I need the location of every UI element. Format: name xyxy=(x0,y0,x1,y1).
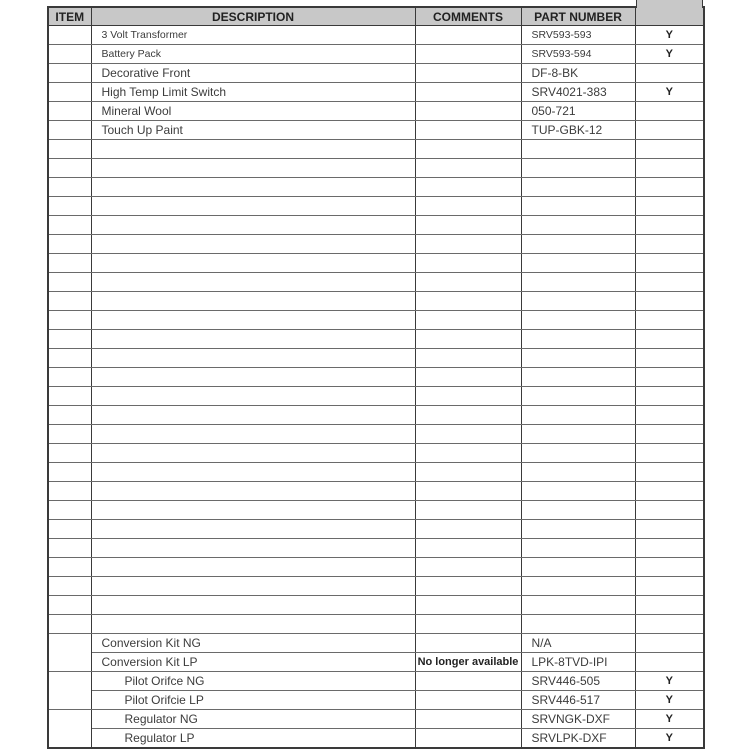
comments-cell xyxy=(415,520,521,539)
item-cell xyxy=(48,710,91,729)
part-number-cell: SRV593-594 xyxy=(521,45,635,64)
item-cell xyxy=(48,235,91,254)
comments-cell xyxy=(415,159,521,178)
header-depot-cut-text xyxy=(636,0,704,8)
depot-cell xyxy=(635,235,704,254)
part-number-cell xyxy=(521,292,635,311)
item-cell xyxy=(48,425,91,444)
part-number-cell xyxy=(521,140,635,159)
item-cell xyxy=(48,64,91,83)
part-number-cell xyxy=(521,368,635,387)
table-row xyxy=(48,235,704,254)
item-cell xyxy=(48,83,91,102)
item-cell xyxy=(48,292,91,311)
description-cell xyxy=(91,159,415,178)
description-cell: Mineral Wool xyxy=(91,102,415,121)
item-cell xyxy=(48,691,91,710)
header-depot xyxy=(635,7,704,26)
comments-cell xyxy=(415,140,521,159)
comments-cell: No longer available xyxy=(415,653,521,672)
item-cell xyxy=(48,311,91,330)
description-cell xyxy=(91,273,415,292)
depot-cell: Y xyxy=(635,45,704,64)
part-number-cell xyxy=(521,216,635,235)
item-cell xyxy=(48,482,91,501)
description-cell xyxy=(91,216,415,235)
depot-cell xyxy=(635,311,704,330)
table-row xyxy=(48,634,704,653)
item-cell xyxy=(48,596,91,615)
depot-cell: Y xyxy=(635,672,704,691)
part-number-cell xyxy=(521,330,635,349)
comments-cell xyxy=(415,216,521,235)
part-number-cell xyxy=(521,425,635,444)
depot-cell xyxy=(635,178,704,197)
table-row xyxy=(48,311,704,330)
table-row xyxy=(48,273,704,292)
table-row xyxy=(48,501,704,520)
table-row xyxy=(48,482,704,501)
description-cell xyxy=(91,501,415,520)
depot-cell xyxy=(635,197,704,216)
item-cell xyxy=(48,121,91,140)
comments-cell xyxy=(415,178,521,197)
comments-cell xyxy=(415,710,521,729)
description-cell xyxy=(91,539,415,558)
description-cell xyxy=(91,463,415,482)
header-part-number: PART NUMBER xyxy=(521,7,635,26)
item-cell xyxy=(48,444,91,463)
comments-cell xyxy=(415,387,521,406)
part-number-cell xyxy=(521,197,635,216)
table-row xyxy=(48,159,704,178)
comments-cell xyxy=(415,26,521,45)
comments-cell xyxy=(415,463,521,482)
part-number-cell: SRVLPK-DXF xyxy=(521,729,635,749)
table-row xyxy=(48,596,704,615)
table-row xyxy=(48,672,704,691)
table-row xyxy=(48,558,704,577)
depot-cell: Y xyxy=(635,83,704,102)
part-number-cell xyxy=(521,254,635,273)
comments-cell xyxy=(415,615,521,634)
description-cell xyxy=(91,311,415,330)
description-cell xyxy=(91,615,415,634)
depot-cell xyxy=(635,558,704,577)
part-number-cell xyxy=(521,615,635,634)
item-cell xyxy=(48,140,91,159)
comments-cell xyxy=(415,406,521,425)
part-number-cell xyxy=(521,311,635,330)
description-cell xyxy=(91,406,415,425)
comments-cell xyxy=(415,330,521,349)
comments-cell xyxy=(415,102,521,121)
table-row xyxy=(48,83,704,102)
depot-cell xyxy=(635,520,704,539)
table-row xyxy=(48,216,704,235)
part-number-cell: SRV4021-383 xyxy=(521,83,635,102)
part-number-cell xyxy=(521,178,635,197)
item-cell xyxy=(48,26,91,45)
description-cell xyxy=(91,387,415,406)
item-cell xyxy=(48,653,91,672)
depot-cell xyxy=(635,121,704,140)
part-number-cell xyxy=(521,444,635,463)
depot-cell: Y xyxy=(635,710,704,729)
description-cell xyxy=(91,330,415,349)
description-cell: Conversion Kit NG xyxy=(91,634,415,653)
part-number-cell xyxy=(521,349,635,368)
table-row xyxy=(48,710,704,729)
comments-cell xyxy=(415,634,521,653)
depot-cell xyxy=(635,102,704,121)
table-row xyxy=(48,577,704,596)
item-cell xyxy=(48,539,91,558)
description-cell xyxy=(91,482,415,501)
depot-cell xyxy=(635,387,704,406)
item-cell xyxy=(48,349,91,368)
comments-cell xyxy=(415,729,521,749)
comments-cell xyxy=(415,577,521,596)
comments-cell xyxy=(415,292,521,311)
description-cell: Regulator NG xyxy=(91,710,415,729)
table-row xyxy=(48,463,704,482)
part-number-cell xyxy=(521,558,635,577)
item-cell xyxy=(48,330,91,349)
part-number-cell xyxy=(521,596,635,615)
item-cell xyxy=(48,729,91,749)
description-cell: Touch Up Paint xyxy=(91,121,415,140)
header-row xyxy=(48,7,704,26)
parts-list-sheet xyxy=(47,6,703,749)
part-number-cell xyxy=(521,539,635,558)
part-number-cell xyxy=(521,387,635,406)
description-cell xyxy=(91,368,415,387)
table-row xyxy=(48,406,704,425)
comments-cell xyxy=(415,254,521,273)
part-number-cell: LPK-8TVD-IPI xyxy=(521,653,635,672)
comments-cell xyxy=(415,197,521,216)
depot-cell xyxy=(635,140,704,159)
item-cell xyxy=(48,273,91,292)
depot-cell xyxy=(635,425,704,444)
part-number-cell xyxy=(521,406,635,425)
item-cell xyxy=(48,45,91,64)
depot-cell xyxy=(635,292,704,311)
table-row xyxy=(48,254,704,273)
part-number-cell xyxy=(521,482,635,501)
item-cell xyxy=(48,254,91,273)
item-cell xyxy=(48,634,91,653)
depot-cell xyxy=(635,159,704,178)
table-row xyxy=(48,691,704,710)
table-row xyxy=(48,64,704,83)
depot-cell xyxy=(635,406,704,425)
comments-cell xyxy=(415,45,521,64)
depot-cell xyxy=(635,653,704,672)
item-cell xyxy=(48,197,91,216)
item-cell xyxy=(48,406,91,425)
comments-cell xyxy=(415,83,521,102)
table-row xyxy=(48,615,704,634)
item-cell xyxy=(48,102,91,121)
description-cell xyxy=(91,596,415,615)
comments-cell xyxy=(415,368,521,387)
comments-cell xyxy=(415,482,521,501)
depot-cell xyxy=(635,577,704,596)
table-row xyxy=(48,653,704,672)
depot-cell: Y xyxy=(635,26,704,45)
comments-cell xyxy=(415,64,521,83)
description-cell xyxy=(91,425,415,444)
item-cell xyxy=(48,387,91,406)
description-cell xyxy=(91,520,415,539)
depot-cell xyxy=(635,463,704,482)
parts-table xyxy=(47,6,705,749)
description-cell xyxy=(91,292,415,311)
item-cell xyxy=(48,558,91,577)
depot-cell: Y xyxy=(635,691,704,710)
description-cell: Battery Pack xyxy=(91,45,415,64)
table-row xyxy=(48,26,704,45)
depot-cell xyxy=(635,539,704,558)
header-item: ITEM xyxy=(48,7,91,26)
description-cell xyxy=(91,197,415,216)
depot-cell xyxy=(635,615,704,634)
table-row xyxy=(48,349,704,368)
depot-cell xyxy=(635,254,704,273)
description-cell: Regulator LP xyxy=(91,729,415,749)
description-cell: Pilot Orifcie LP xyxy=(91,691,415,710)
comments-cell xyxy=(415,349,521,368)
table-row xyxy=(48,292,704,311)
description-cell: 3 Volt Transformer xyxy=(91,26,415,45)
header-comments: COMMENTS xyxy=(415,7,521,26)
depot-cell xyxy=(635,330,704,349)
description-cell xyxy=(91,254,415,273)
item-cell xyxy=(48,216,91,235)
table-row xyxy=(48,387,704,406)
item-cell xyxy=(48,159,91,178)
part-number-cell: TUP-GBK-12 xyxy=(521,121,635,140)
part-number-cell: SRV446-505 xyxy=(521,672,635,691)
item-cell xyxy=(48,368,91,387)
item-cell xyxy=(48,615,91,634)
header-description: DESCRIPTION xyxy=(91,7,415,26)
depot-cell xyxy=(635,216,704,235)
comments-cell xyxy=(415,672,521,691)
part-number-cell xyxy=(521,463,635,482)
comments-cell xyxy=(415,444,521,463)
depot-cell xyxy=(635,64,704,83)
table-row xyxy=(48,539,704,558)
comments-cell xyxy=(415,273,521,292)
depot-cell xyxy=(635,273,704,292)
table-row xyxy=(48,140,704,159)
item-cell xyxy=(48,520,91,539)
description-cell xyxy=(91,349,415,368)
depot-cell xyxy=(635,596,704,615)
table-row xyxy=(48,425,704,444)
table-body xyxy=(48,26,704,749)
depot-cell xyxy=(635,634,704,653)
description-cell: Decorative Front xyxy=(91,64,415,83)
part-number-cell xyxy=(521,159,635,178)
description-cell xyxy=(91,577,415,596)
comments-cell xyxy=(415,596,521,615)
table-row xyxy=(48,178,704,197)
depot-cell xyxy=(635,482,704,501)
description-cell: Pilot Orifce NG xyxy=(91,672,415,691)
part-number-cell: SRVNGK-DXF xyxy=(521,710,635,729)
comments-cell xyxy=(415,501,521,520)
depot-cell xyxy=(635,501,704,520)
comments-cell xyxy=(415,558,521,577)
part-number-cell: N/A xyxy=(521,634,635,653)
part-number-cell xyxy=(521,577,635,596)
item-cell xyxy=(48,178,91,197)
item-cell xyxy=(48,463,91,482)
table-row xyxy=(48,45,704,64)
description-cell xyxy=(91,444,415,463)
depot-cell xyxy=(635,444,704,463)
item-cell xyxy=(48,672,91,691)
depot-cell xyxy=(635,368,704,387)
part-number-cell: SRV593-593 xyxy=(521,26,635,45)
table-row xyxy=(48,330,704,349)
part-number-cell: DF-8-BK xyxy=(521,64,635,83)
table-row xyxy=(48,368,704,387)
comments-cell xyxy=(415,121,521,140)
part-number-cell xyxy=(521,273,635,292)
description-cell xyxy=(91,558,415,577)
comments-cell xyxy=(415,235,521,254)
comments-cell xyxy=(415,539,521,558)
depot-cell: Y xyxy=(635,729,704,749)
description-cell xyxy=(91,140,415,159)
description-cell: Conversion Kit LP xyxy=(91,653,415,672)
description-cell xyxy=(91,178,415,197)
description-cell xyxy=(91,235,415,254)
table-row xyxy=(48,102,704,121)
table-row xyxy=(48,121,704,140)
part-number-cell xyxy=(521,520,635,539)
comments-cell xyxy=(415,311,521,330)
part-number-cell xyxy=(521,235,635,254)
table-row xyxy=(48,444,704,463)
table-row xyxy=(48,520,704,539)
part-number-cell xyxy=(521,501,635,520)
depot-cell xyxy=(635,349,704,368)
item-cell xyxy=(48,501,91,520)
item-cell xyxy=(48,577,91,596)
description-cell: High Temp Limit Switch xyxy=(91,83,415,102)
comments-cell xyxy=(415,691,521,710)
part-number-cell: SRV446-517 xyxy=(521,691,635,710)
comments-cell xyxy=(415,425,521,444)
part-number-cell: 050-721 xyxy=(521,102,635,121)
table-row xyxy=(48,729,704,749)
table-row xyxy=(48,197,704,216)
